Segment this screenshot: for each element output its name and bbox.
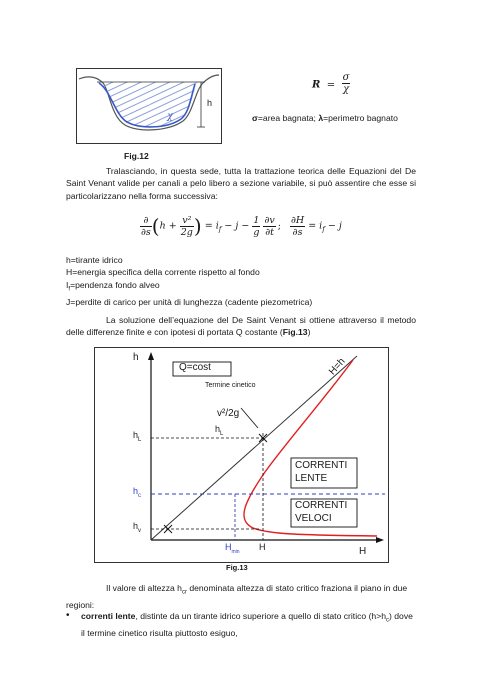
formula-r-fraction [342, 72, 351, 95]
eq-plus: + [168, 220, 177, 232]
fig13-v2g: v²/2g [217, 408, 240, 419]
paragraph-3-post: denominata altezza di stato critico fraziona il piano in due regioni: [66, 583, 408, 611]
eq-d1-den: ∂s [141, 226, 151, 238]
paragraph-1: Tralasciando, in questa sede, tutta la trattazione teorica delle Equazioni del De Saint Venant valide per canali a pelo libero a sezione variabile, si può assentire che esse si particolarizzano nella forma successiva: [66, 166, 416, 201]
fig13-q-cost: Q=cost [179, 362, 211, 373]
eq-one-over-g [252, 215, 260, 238]
paragraph-3 [66, 582, 416, 612]
def-h-text: =tirante idrico [70, 255, 123, 265]
eq2-f-sub: f [322, 225, 325, 234]
fig13-axis-x-label: H [359, 546, 367, 557]
eq-kinetic-term [180, 215, 194, 238]
definition-J [66, 296, 312, 308]
fig13-H-tick-label: H [259, 542, 266, 552]
fig13-lente-line1: CORRENTI [295, 460, 348, 471]
fig13-y-axis-arrow [148, 352, 154, 360]
def-J-text: =perdite di carico per unità di lunghezza (cadente piezometrica) [70, 296, 313, 307]
paragraph-2 [66, 314, 416, 339]
eq-dH: ∂H [290, 214, 305, 226]
eq-partial-s [140, 215, 152, 238]
paragraph-2-text: La soluzione dell’equazione del De Saint Venant si ottiene attraverso il metodo delle differenze finite e con ipotesi di portata Q costante ( [66, 315, 416, 338]
eq-dv: ∂v [264, 214, 275, 226]
definition-H [66, 266, 312, 278]
bullet-bold-term: correnti lente [81, 611, 136, 621]
fig13-hc-h: h [133, 486, 139, 496]
eq-dt: ∂t [265, 226, 274, 238]
def-sigma-text: =area bagnata; [257, 113, 319, 123]
fig13-veloci-line2: VELOCI [295, 513, 332, 524]
eq-equals-i: = i [204, 220, 219, 232]
fig13-hmin-label [225, 542, 240, 555]
eq-v2: v² [180, 215, 194, 227]
eq-dv-dt [263, 215, 275, 238]
fig12-chi-label: χ [167, 111, 174, 122]
fig12-sigma-label: σ [145, 97, 152, 108]
paragraph-2-close: ) [307, 327, 311, 338]
fig13-hmin-sub: min [231, 548, 240, 555]
bullet-text-2: ) dove il termine cinetico risulta piuttosto esiguo, [81, 611, 413, 639]
fig13-line-label: H=h [327, 356, 348, 378]
definition-h [66, 254, 312, 266]
eq2-equals-i: = i [308, 220, 323, 232]
fig13-hmin-H: H [225, 542, 232, 552]
fig13-hl-inner-h: h [215, 424, 221, 434]
paragraph-3-pre: Il valore di altezza h [106, 583, 182, 593]
def-If-sym: I [66, 279, 69, 290]
fig13-hv-sub: v [138, 527, 142, 534]
fig13-hl-inner-label [215, 424, 223, 437]
def-lambda-text: =perimetro bagnato [323, 113, 398, 123]
fig12-figure [76, 68, 222, 144]
eq-h: h [159, 220, 166, 232]
eq-g: g [253, 226, 260, 238]
fig13-axis-y-label: h [133, 352, 139, 363]
fig13-termine-cinetico: Termine cinetico [205, 382, 256, 389]
fig13-lente-line2: LENTE [295, 473, 328, 484]
eq-minus-j: − j − [221, 220, 253, 232]
fig13-hc-label [133, 486, 141, 499]
sigma-lambda-definition [252, 112, 398, 124]
fig13-figure [94, 347, 389, 563]
def-H-sym: H [66, 267, 73, 278]
fig13-hl-label [133, 430, 141, 443]
bullet-correnti-lente [66, 610, 416, 640]
fig13-termine-pointer [241, 408, 258, 428]
fig13-caption: Fig.13 [226, 563, 248, 572]
fig13-hl-h: h [133, 430, 139, 440]
def-If-text: =pendenza fondo alveo [70, 279, 160, 290]
formula-r-lhs: R [312, 79, 321, 91]
def-H-text: =energia specifica della corrente rispetto al fondo [72, 267, 260, 278]
eq-semicolon: ; [277, 220, 281, 232]
fig13-veloci-line1: CORRENTI [295, 500, 348, 511]
eq2-minus-j: − j [324, 220, 342, 232]
def-If-sub: f [68, 286, 71, 293]
bullet-sub: c [386, 617, 390, 624]
fig13-hv-h: h [133, 521, 139, 531]
formula-r-num: σ [342, 72, 350, 83]
fig12-h-label: h [207, 98, 213, 108]
fig13-hl-inner-sub: L [220, 430, 224, 437]
definitions-list [66, 254, 312, 308]
paragraph-3-sub: cr [181, 589, 187, 596]
bullet-text-1: , distinte da un tirante idrico superiore a quello di stato critico (h>h [135, 611, 387, 621]
fig13-hl-sub: L [138, 436, 142, 443]
eq-2g: 2g [180, 226, 193, 238]
fig13-cross-hv [164, 525, 172, 533]
formula-r-den: χ [342, 84, 350, 95]
fig13-hc-sub: c [138, 492, 142, 499]
fig12-caption: Fig.12 [124, 151, 149, 161]
fig13-hv-label [133, 521, 141, 534]
eq-d1-num: ∂ [140, 215, 152, 227]
eq-ds: ∂s [292, 226, 303, 238]
def-sigma-symbol: σ [252, 113, 258, 123]
eq-one: 1 [253, 214, 260, 226]
formula-r: R = $\frac{\sigma}{\chi}$ [312, 72, 350, 95]
definition-If [66, 279, 312, 296]
def-J-sym: J [66, 296, 71, 307]
def-lambda-symbol: λ [318, 113, 324, 123]
saint-venant-equation: $\frac{\partial}{\partial s}$ (h + $\frac{\text{v²}}{2g}$ ) = $i_f - j$ − $\frac{1}{g}$ $\frac{\partial v}{\partial t}$ ; $\frac{\partial H}{\partial s}$ = $i_f - j$ [141, 214, 342, 238]
fig13-x-axis-arrow [376, 537, 384, 543]
eq-f-sub: f [218, 225, 222, 234]
def-h-sym: h [66, 255, 71, 265]
eq-dH-ds [290, 215, 305, 238]
paragraph-2-fig-ref: Fig.13 [282, 327, 308, 338]
bullet-dot: • [66, 610, 70, 621]
